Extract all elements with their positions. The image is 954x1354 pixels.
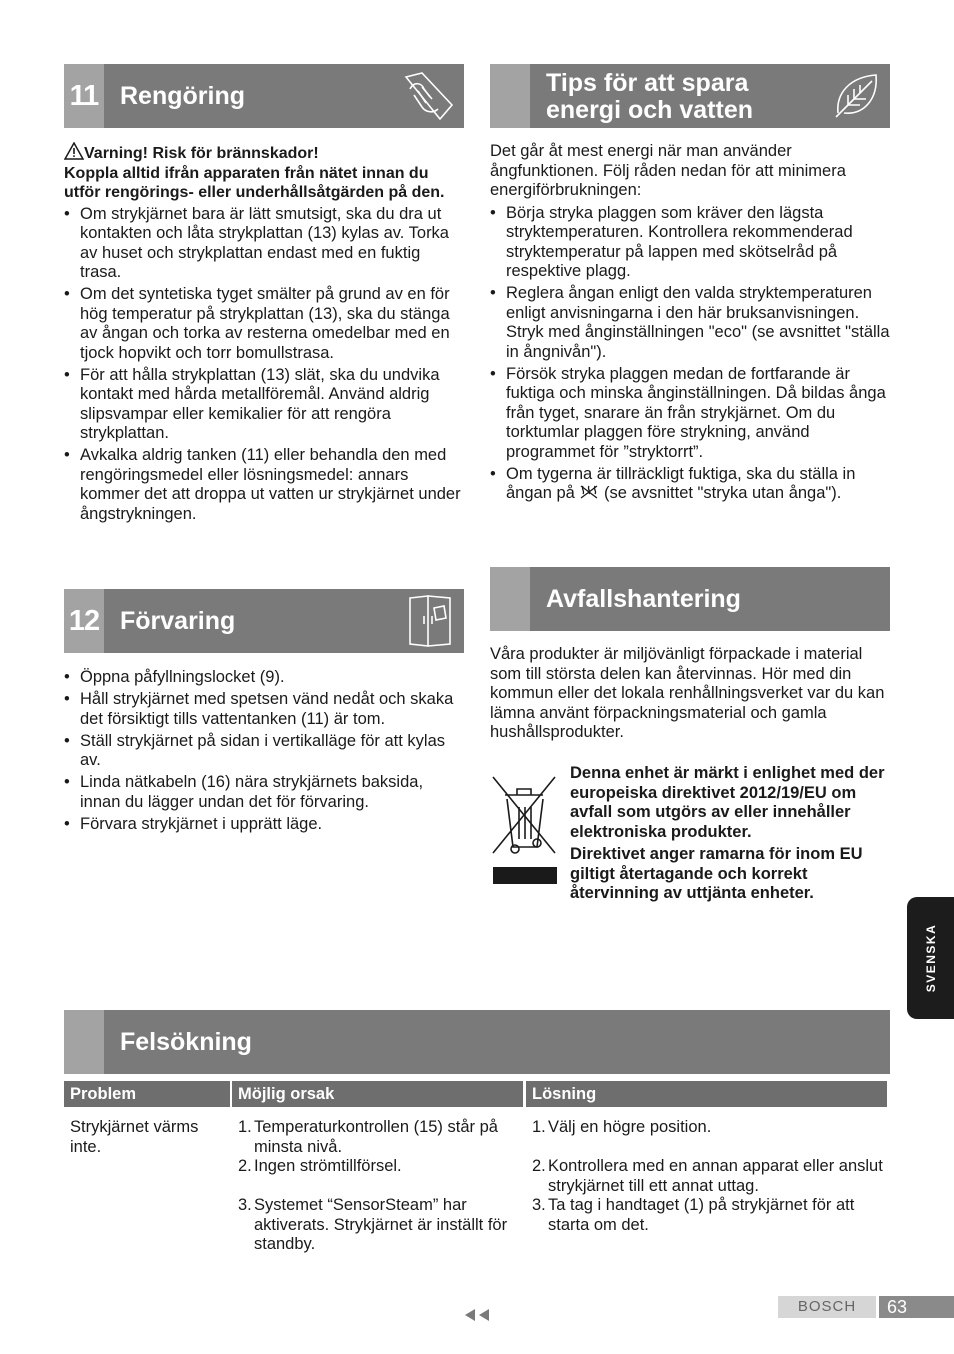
list-item: • Linda nätkabeln (16) nära strykjärnets baksida, innan du lägger undan det för förvaring. — [64, 773, 464, 812]
solutions-list — [532, 1118, 888, 1235]
section-title: Rengöring — [120, 82, 245, 110]
cleaning-body — [64, 142, 464, 527]
section-title — [546, 70, 753, 124]
tips-list — [490, 204, 892, 504]
list-item: • Reglera ångan enligt den valda stryktemperaturen enligt anvisningarna i den här bruksanvisningen. Stryk med ånginställningen "eco" (se avsnittet "ställa in ångnivån"). — [490, 284, 892, 362]
language-tab — [907, 897, 954, 1019]
cleaning-list — [64, 205, 464, 525]
table-header-cause: Möjlig orsak — [232, 1081, 523, 1107]
section-number-block — [490, 567, 530, 631]
item-text: Välj en högre position. — [548, 1118, 712, 1136]
list-item: • Om det syntetiska tyget smälter på grund av en för hög temperatur på strykplattan (13), ska du stänga av ångan och torka av resterna omedelbar med en tjock hopvikt och torr bomullstrasa. — [64, 285, 464, 363]
list-item: • Håll strykjärnet med spetsen vänd nedåt och skaka det försiktigt tills vattentanken (11) är tom. — [64, 690, 464, 729]
list-item: • Avkalka aldrig tanken (11) eller behandla den med rengöringsmedel eller lösningsmedel: annars kommer det att droppa ut vatten ur strykjärnet under ångstrykningen. — [64, 446, 464, 524]
item-number: 2. — [238, 1157, 252, 1175]
item-number: 1. — [532, 1118, 546, 1136]
list-item-text: (se avsnittet "stryka utan ånga"). — [604, 484, 842, 502]
section-header-tips — [490, 64, 890, 128]
section-number: 11 — [64, 64, 104, 128]
section-number-block — [64, 1010, 104, 1074]
section-header-troubleshooting — [64, 1010, 890, 1074]
warning-icon — [64, 142, 84, 160]
item-text: Ingen strömtillförsel. — [254, 1157, 402, 1175]
section-title: Förvaring — [120, 607, 236, 635]
list-item — [238, 1157, 520, 1177]
item-text: Ta tag i handtaget (1) på strykjärnet för att starta om det. — [548, 1196, 855, 1234]
weee-text: Denna enhet är märkt i enlighet med der europeiska direktivet 2012/19/EU om avfall som utgörs av eller innehåller elektroniska produkter. — [570, 764, 885, 841]
table-header-solution: Lösning — [526, 1081, 887, 1107]
list-item: • Öppna påfyllningslocket (9). — [64, 668, 464, 688]
section-title: Felsökning — [120, 1028, 252, 1056]
cabinet-icon — [404, 594, 456, 650]
title-line: energi och vatten — [546, 96, 753, 124]
list-item: • Ställ strykjärnet på sidan i vertikalläge för att kylas av. — [64, 732, 464, 771]
table-header-problem: Problem — [64, 1081, 230, 1107]
weee-crossed-bin-icon — [489, 773, 559, 885]
list-item: • Förvara strykjärnet i upprätt läge. — [64, 815, 464, 835]
section-title: Avfallshantering — [546, 585, 741, 613]
page-number: 63 — [879, 1296, 954, 1318]
causes-list — [238, 1118, 520, 1255]
item-text: Systemet “SensorSteam” har aktiverats. Strykjärnet är inställt för standby. — [254, 1196, 508, 1253]
table-cell-problem — [70, 1118, 228, 1157]
list-item — [490, 465, 892, 504]
list-item: • Försök stryka plaggen medan de fortfarande är fuktiga och minska ånginställningen. Då bildas ånga från tyget, snarare än från strykjärnet. Om du torktumlar plaggen före strykning, använd programmet för ”stryktorrt”. — [490, 365, 892, 463]
storage-body — [64, 668, 464, 837]
leaf-icon — [832, 69, 882, 121]
section-number: 12 — [64, 589, 104, 653]
problem-text: Strykjärnet värms inte. — [70, 1118, 199, 1156]
item-number: 1. — [238, 1118, 252, 1136]
table-cell-solutions — [532, 1118, 888, 1235]
warning-text: Koppla alltid ifrån apparaten från nätet innan du utför rengörings- eller underhållsåtgärden på den. — [64, 164, 445, 201]
weee-notice — [570, 764, 892, 904]
storage-list — [64, 668, 464, 834]
previous-page-icon[interactable] — [463, 1307, 491, 1323]
list-item — [238, 1196, 520, 1255]
disposal-intro: Våra produkter är miljövänligt förpackade i material som till största delen kan återvinnas. Hör med din kommun eller det lokala renhållningsverket var du kan lämna använt förpackningsmaterial och gamla hushållsprodukter. — [490, 645, 885, 741]
warning-label: Varning! Risk för brännskador! — [84, 145, 319, 162]
list-item — [532, 1157, 888, 1196]
section-header-cleaning — [64, 64, 464, 128]
item-number: 2. — [532, 1157, 546, 1175]
list-item: • Börja stryka plaggen som kräver den lägsta stryktemperaturen. Kontrollera rekommenderad stryktemperatur på lappen med skötselråd på respektive plagg. — [490, 204, 892, 282]
item-text: Temperaturkontrollen (15) står på minsta nivå. — [254, 1118, 498, 1156]
hand-wipe-icon — [400, 69, 456, 123]
no-steam-icon — [579, 484, 599, 500]
tips-intro: Det går åt mest energi när man använder ångfunktionen. Följ råden nedan för att minimera energiförbrukningen: — [490, 142, 846, 199]
item-number: 3. — [238, 1196, 252, 1214]
weee-text: Direktivet anger ramarna för inom EU giltigt återtagande och korrekt återvinning av uttjänta enheter. — [570, 845, 863, 902]
tips-body — [490, 142, 892, 506]
list-item — [238, 1118, 520, 1157]
list-item: • Om strykjärnet bara är lätt smutsigt, ska du dra ut kontakten och låta strykplattan (13) kylas av. Torka av huset och strykplattan endast med en fuktig trasa. — [64, 205, 464, 283]
item-text: Kontrollera med en annan apparat eller anslut strykjärnet till ett annat uttag. — [548, 1157, 883, 1195]
language-label: SVENSKA — [923, 923, 938, 993]
list-item — [532, 1118, 888, 1138]
footer-brand: BOSCH — [778, 1296, 876, 1318]
list-item: • För att hålla strykplattan (13) slät, ska du undvika kontakt med hårda metallföremål. Använd aldrig slipsvampar eller kemikalier för att rengöra strykplattan. — [64, 366, 464, 444]
section-header-storage — [64, 589, 464, 653]
list-item — [532, 1196, 888, 1235]
title-line: Tips för att spara — [546, 69, 749, 97]
table-cell-causes — [238, 1118, 520, 1255]
list-item-text: Om tygerna är tillräckligt fuktiga, ska du ställa in ångan på — [506, 464, 856, 502]
section-number-block — [490, 64, 530, 128]
item-number: 3. — [532, 1196, 546, 1214]
disposal-body — [490, 645, 890, 743]
section-header-disposal — [490, 567, 890, 631]
